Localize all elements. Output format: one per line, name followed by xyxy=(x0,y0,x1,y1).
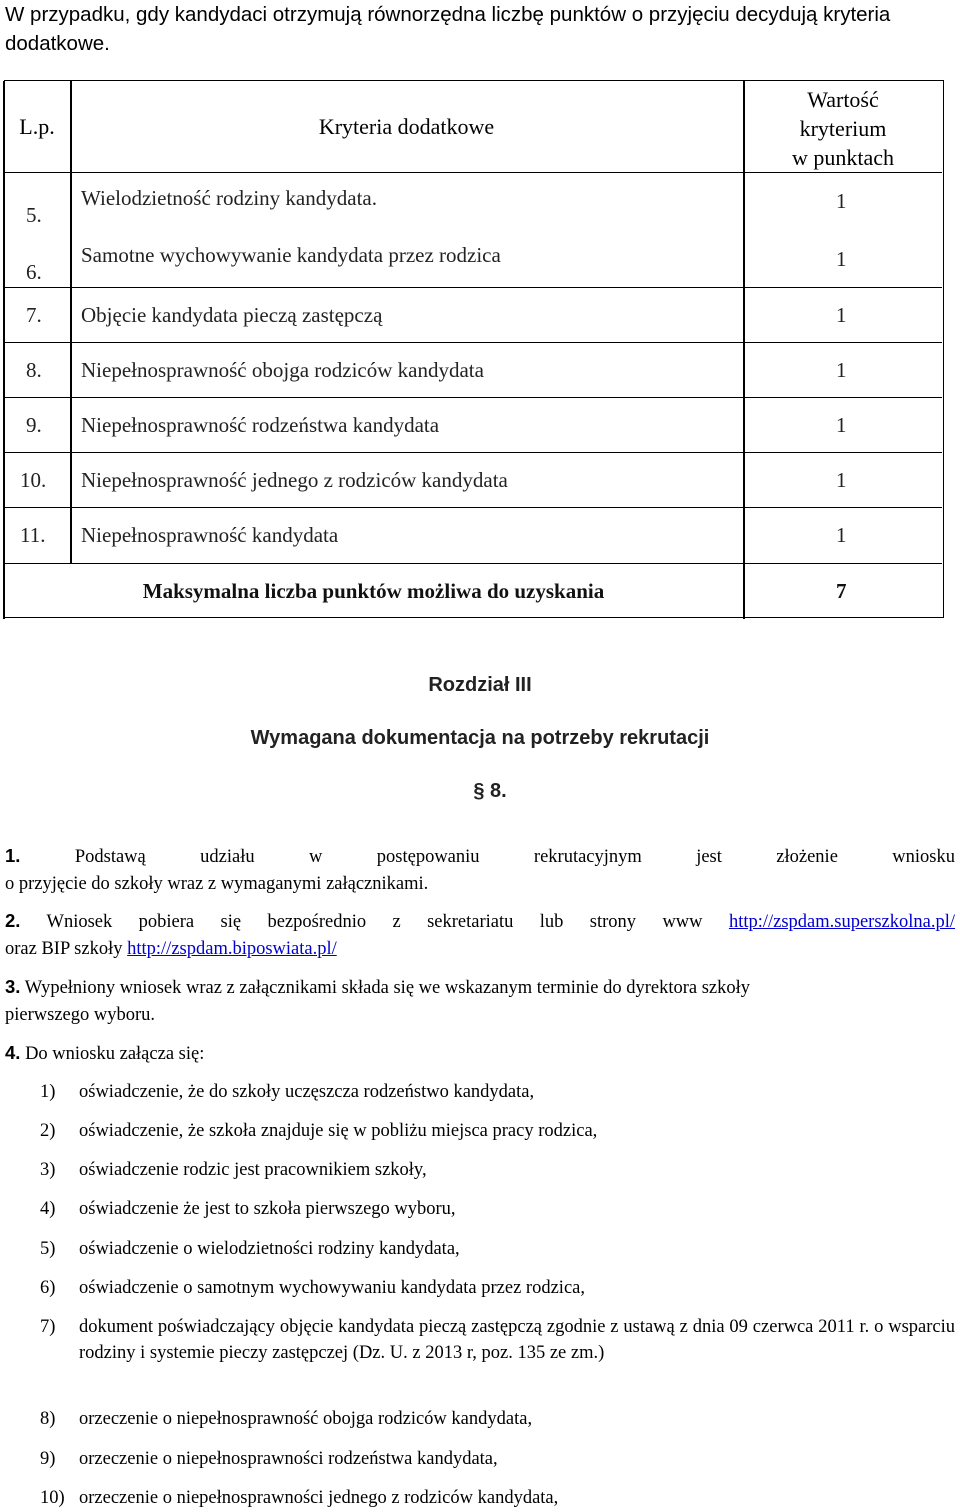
paragraph-1 xyxy=(5,842,955,898)
superszkolna-link[interactable]: http://zspdam.superszkolna.pl/ xyxy=(728,912,956,932)
paragraph-3-line-2: pierwszego wyboru. xyxy=(5,1005,156,1025)
row-criterion: Niepełnosprawność kandydata xyxy=(81,523,339,547)
list-marker: 2) xyxy=(40,1121,56,1141)
paragraph-1-text: Podstawą udziału w postępowaniu rekrutacyjnym jest złożenie wniosku xyxy=(74,847,956,867)
list-item-text: dokument poświadczający objęcie kandydata pieczą zastępczą zgodnie z ustawą z dnia 09 czerwca 2011 r. o wsparciu rodziny i systemie pieczy zastępczej (Dz. U. z 2013 r, poz. 135 ze zm.) xyxy=(79,1317,955,1363)
list-item-text: orzeczenie o niepełnosprawność obojga rodziców kandydata, xyxy=(79,1409,533,1429)
row-criterion: Samotne wychowywanie kandydata przez rodzica xyxy=(81,243,501,267)
criteria-table xyxy=(4,80,944,618)
paragraph-2-line-1 xyxy=(5,907,955,936)
row-lp: 11. xyxy=(20,523,46,547)
list-marker: 1) xyxy=(40,1082,56,1102)
paragraph-2-text: Wniosek pobiera się bezpośrednio z sekretariatu lub strony www xyxy=(46,912,703,932)
row-points: 1 xyxy=(836,303,847,327)
table-row-divider xyxy=(4,397,942,398)
list-item-text: oświadczenie o samotnym wychowywaniu kandydata przez rodzica, xyxy=(79,1278,585,1298)
chapter-heading: Rozdział III xyxy=(428,674,532,696)
list-item-text: oświadczenie o wielodzietności rodziny kandydata, xyxy=(79,1239,460,1259)
biposwiata-link[interactable]: http://zspdam.biposwiata.pl/ xyxy=(127,939,337,959)
row-lp: 8. xyxy=(26,358,42,382)
table-row-divider xyxy=(4,342,942,343)
row-points: 1 xyxy=(836,358,847,382)
header-lp: L.p. xyxy=(19,114,55,139)
list-marker: 10) xyxy=(40,1488,65,1508)
table-border-left xyxy=(3,81,5,619)
list-item-text: oświadczenie, że do szkoły uczęszcza rodzeństwo kandydata, xyxy=(79,1082,535,1102)
list-marker: 3) xyxy=(40,1160,56,1180)
row-points: 1 xyxy=(836,247,847,271)
table-row-divider xyxy=(4,507,942,508)
list-marker: 7) xyxy=(40,1317,56,1337)
paragraph-2-line-2 xyxy=(5,936,955,963)
paragraph-symbol: § 8. xyxy=(473,780,507,802)
list-item-text: orzeczenie o niepełnosprawności rodzeństwa kandydata, xyxy=(79,1449,498,1469)
row-criterion: Objęcie kandydata pieczą zastępczą xyxy=(81,303,383,327)
table-row-divider xyxy=(4,172,942,173)
paragraph-1-number: 1. xyxy=(5,845,21,866)
header-criteria: Kryteria dodatkowe xyxy=(318,114,495,139)
header-value xyxy=(743,85,943,172)
row-lp: 5. xyxy=(26,203,42,227)
paragraph-3-line-1 xyxy=(5,973,955,1002)
table-col-divider-1 xyxy=(70,81,72,563)
paragraph-1-line-2: o przyjęcie do szkoły wraz z wymaganymi załącznikami. xyxy=(5,874,429,894)
list-item-text: oświadczenie że jest to szkoła pierwszego wyboru, xyxy=(79,1199,456,1219)
list-marker: 9) xyxy=(40,1449,56,1469)
paragraph-2 xyxy=(5,907,955,963)
row-lp: 6. xyxy=(26,260,42,284)
list-item-text: oświadczenie rodzic jest pracownikiem szkoły, xyxy=(79,1160,427,1180)
paragraph-2-text-2: oraz BIP szkoły xyxy=(5,939,123,959)
row-criterion: Niepełnosprawność rodzeństwa kandydata xyxy=(81,413,440,437)
row-lp: 10. xyxy=(20,468,47,492)
header-value-line-2: kryterium xyxy=(799,116,887,141)
paragraph-1-line-1 xyxy=(5,842,955,871)
paragraph-4-text: Do wniosku załącza się: xyxy=(25,1044,205,1064)
list-marker: 8) xyxy=(40,1409,56,1429)
table-row-divider xyxy=(4,563,942,564)
paragraph-4 xyxy=(5,1039,955,1068)
header-value-line-3: w punktach xyxy=(791,145,895,170)
list-marker: 5) xyxy=(40,1239,56,1259)
list-item-text: oświadczenie, że szkoła znajduje się w pobliżu miejsca pracy rodzica, xyxy=(79,1121,598,1141)
paragraph-3 xyxy=(5,973,955,1029)
row-points: 1 xyxy=(836,468,847,492)
list-item-text: orzeczenie o niepełnosprawności jednego z rodziców kandydata, xyxy=(79,1488,559,1508)
paragraph-4-number: 4. xyxy=(5,1042,21,1063)
total-label: Maksymalna liczba punktów możliwa do uzyskania xyxy=(142,579,605,603)
row-criterion: Wielodzietność rodziny kandydata. xyxy=(81,186,377,210)
paragraph-3-text: Wypełniony wniosek wraz z załącznikami składa się we wskazanym terminie do dyrektora szkoły xyxy=(24,978,751,998)
row-criterion: Niepełnosprawność obojga rodziców kandydata xyxy=(81,358,484,382)
paragraph-3-number: 3. xyxy=(5,976,21,997)
row-criterion: Niepełnosprawność jednego z rodziców kandydata xyxy=(81,468,508,492)
total-value: 7 xyxy=(836,579,847,603)
row-points: 1 xyxy=(836,523,847,547)
paragraph-2-number: 2. xyxy=(5,910,21,931)
list-marker: 4) xyxy=(40,1199,56,1219)
header-value-line-1: Wartość xyxy=(807,87,879,112)
table-row-divider xyxy=(4,452,942,453)
table-row-divider xyxy=(4,287,942,288)
list-marker: 6) xyxy=(40,1278,56,1298)
row-points: 1 xyxy=(836,413,847,437)
row-lp: 9. xyxy=(26,413,42,437)
row-lp: 7. xyxy=(26,303,42,327)
row-points: 1 xyxy=(836,189,847,213)
intro-text: W przypadku, gdy kandydaci otrzymują równorzędna liczbę punktów o przyjęciu decydują kryteria dodatkowe. xyxy=(5,3,891,55)
chapter-title: Wymagana dokumentacja na potrzeby rekrutacji xyxy=(250,727,710,749)
